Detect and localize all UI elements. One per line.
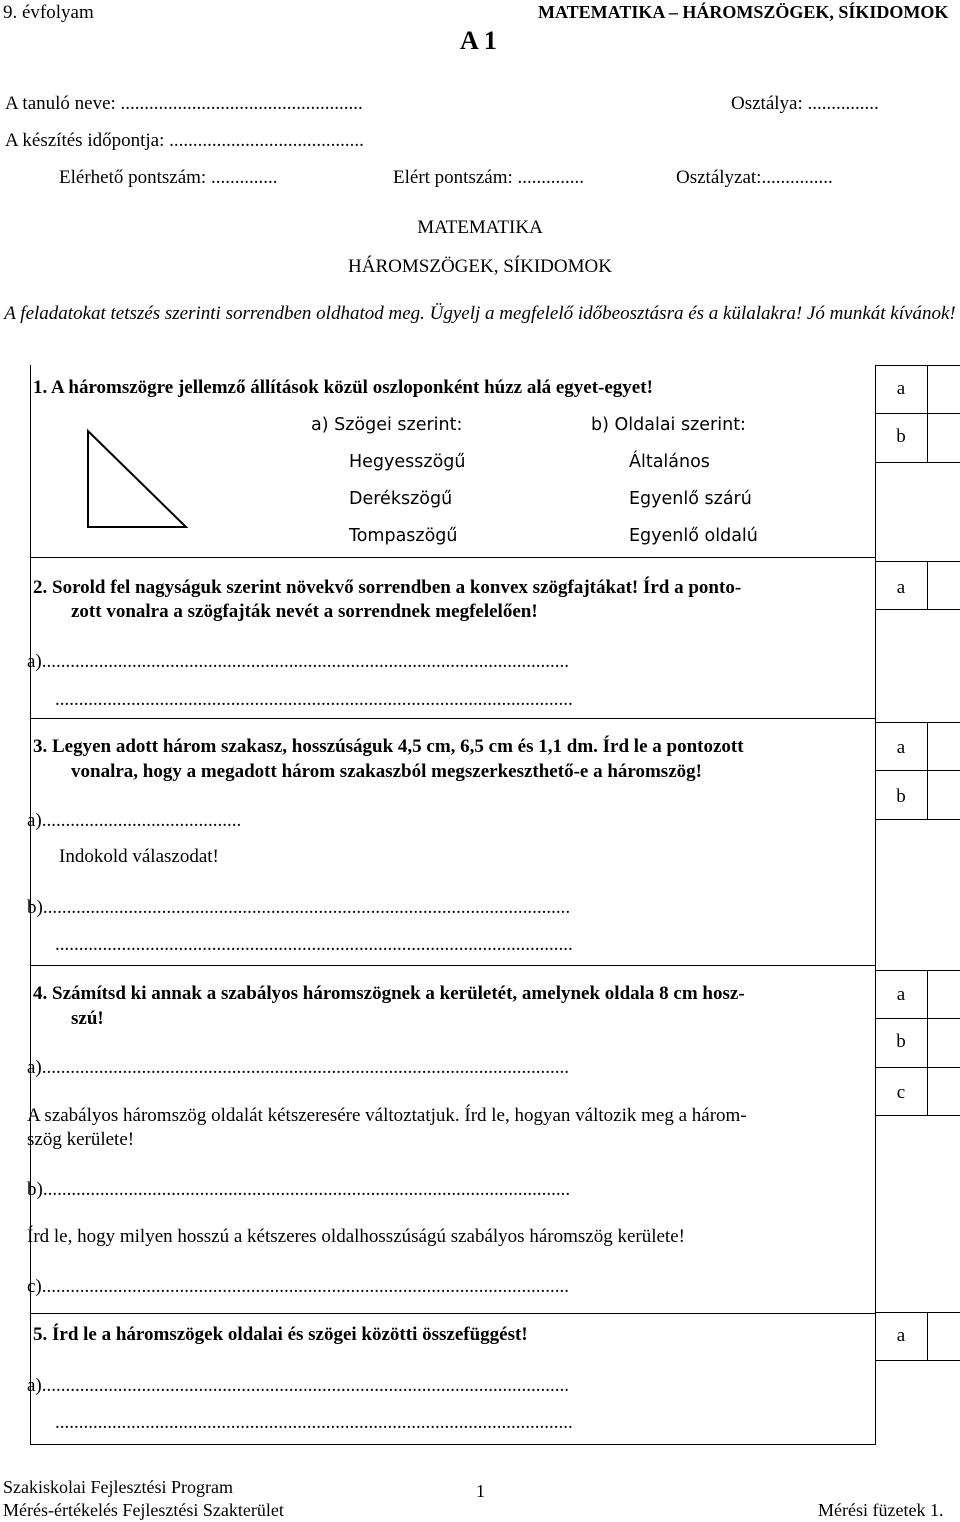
frame-bottom xyxy=(30,1444,876,1445)
task1-col-a-header: a) Szögei szerint: xyxy=(311,415,463,435)
grade-field[interactable]: Osztályzat:............... xyxy=(676,167,833,188)
option-altalanos[interactable]: Általános xyxy=(629,452,710,472)
task1-col-b-header: b) Oldalai szerint: xyxy=(591,415,746,435)
task5-answer-a[interactable]: a)............................................................................................................... xyxy=(27,1375,570,1396)
score-label-a: a xyxy=(896,737,906,758)
task2-answer-continued[interactable]: ............................................................................................................. xyxy=(55,689,573,710)
instructions: A feladatokat tetszés szerinti sorrendben oldhatod meg. Ügyelj a megfelelő időbeosztásra és a külalakra! Jó munkát kívánok! xyxy=(4,303,956,324)
score-label-a: a xyxy=(896,1325,906,1346)
score-label-b: b xyxy=(896,1031,906,1052)
footer-program: Szakiskolai Fejlesztési Program xyxy=(3,1477,233,1497)
title-sub: HÁROMSZÖGEK, SÍKIDOMOK xyxy=(348,256,612,277)
score-box-task1 xyxy=(875,365,960,463)
title-main: MATEMATIKA xyxy=(417,217,543,238)
task3-answer-a[interactable]: a).......................................... xyxy=(27,810,242,831)
class-field[interactable]: Osztálya: ............... xyxy=(731,93,879,114)
task4-answer-b[interactable]: b)............................................................................................................... xyxy=(27,1179,571,1200)
score-box-task5 xyxy=(875,1312,960,1361)
score-label-a: a xyxy=(896,378,906,399)
task2-text-line2: zott vonalra a szögfajták nevét a sorrendnek megfelelően! xyxy=(71,601,538,622)
score-box-task2 xyxy=(875,561,960,610)
sep-2-3 xyxy=(30,718,876,719)
date-field[interactable]: A készítés időpontja: ......................................... xyxy=(5,130,364,151)
footer-booklet: Mérési füzetek 1. xyxy=(818,1500,944,1520)
sep-1-2 xyxy=(30,557,876,558)
task3-text-line2: vonalra, hogy a megadott három szakaszból megszerkeszthető-e a háromszög! xyxy=(71,761,702,782)
score-label-c: c xyxy=(896,1082,906,1103)
task2-text-line1: 2. Sorold fel nagyságuk szerint növekvő sorrendben a konvex szögfajtákat! Írd a ponto- xyxy=(33,577,742,598)
task5-text: 5. Írd le a háromszögek oldalai és szögei közötti összefüggést! xyxy=(33,1324,528,1345)
score-cell-3a[interactable] xyxy=(928,723,960,770)
points-field[interactable]: Elért pontszám: .............. xyxy=(393,167,585,188)
score-cell-2a[interactable] xyxy=(928,562,960,609)
score-box-task4 xyxy=(875,970,960,1116)
sheet-code: A 1 xyxy=(460,26,497,55)
task3-answer-b[interactable]: b)............................................................................................................... xyxy=(27,897,571,918)
task4-middle-line2: szög kerülete! xyxy=(27,1129,135,1150)
score-cell-1a[interactable] xyxy=(928,366,960,413)
score-cell-4a[interactable] xyxy=(928,971,960,1018)
option-tompaszogu[interactable]: Tompaszögű xyxy=(349,526,458,546)
task3-text-line1: 3. Legyen adott három szakasz, hosszúságuk 4,5 cm, 6,5 cm és 1,1 dm. Írd le a pontozott xyxy=(33,736,744,757)
task4-answer-c[interactable]: c)............................................................................................................... xyxy=(27,1276,570,1297)
task4-middle-line1: A szabályos háromszög oldalát kétszeresére változtatjuk. Írd le, hogyan változik meg a három- xyxy=(27,1105,747,1126)
student-name-field[interactable]: A tanuló neve: ................................................... xyxy=(5,93,363,114)
header-subject: MATEMATIKA – HÁROMSZÖGEK, SÍKIDOMOK xyxy=(538,2,949,22)
sep-4-5 xyxy=(30,1313,876,1314)
page-number: 1 xyxy=(476,1481,485,1501)
sep-3-4 xyxy=(30,965,876,966)
score-label-a: a xyxy=(896,984,906,1005)
task3-answer-continued[interactable]: ............................................................................................................. xyxy=(55,934,573,955)
grade-label: 9. évfolyam xyxy=(3,2,94,23)
score-cell-1b[interactable] xyxy=(928,414,960,462)
score-box-task3 xyxy=(875,722,960,820)
option-egyenlo-oldalu[interactable]: Egyenlő oldalú xyxy=(629,526,758,546)
option-egyenlo-szaru[interactable]: Egyenlő szárú xyxy=(629,489,752,509)
score-cell-3b[interactable] xyxy=(928,771,960,819)
task4-text-line1: 4. Számítsd ki annak a szabályos háromszögnek a kerületét, amelynek oldala 8 cm hosz- xyxy=(33,983,745,1004)
footer-unit: Mérés-értékelés Fejlesztési Szakterület xyxy=(3,1500,284,1520)
score-cell-4b[interactable] xyxy=(928,1019,960,1067)
task4-last-prompt: Írd le, hogy milyen hosszú a kétszeres oldalhosszúságú szabályos háromszög kerülete! xyxy=(27,1226,685,1247)
option-derekszogu[interactable]: Derékszögű xyxy=(349,489,453,509)
task4-text-line2: szú! xyxy=(71,1008,104,1029)
task1-text: 1. A háromszögre jellemző állítások közül oszloponként húzz alá egyet-egyet! xyxy=(33,377,653,398)
task4-answer-a[interactable]: a)............................................................................................................... xyxy=(27,1057,570,1078)
score-label-b: b xyxy=(896,426,906,447)
task2-answer-a[interactable]: a)............................................................................................................... xyxy=(27,651,570,672)
score-cell-4c[interactable] xyxy=(928,1068,960,1115)
score-cell-5a[interactable] xyxy=(928,1313,960,1360)
score-label-b: b xyxy=(896,786,906,807)
score-label-a: a xyxy=(896,577,906,598)
max-points-field[interactable]: Elérhető pontszám: .............. xyxy=(59,167,278,188)
task5-answer-continued[interactable]: ............................................................................................................. xyxy=(55,1412,573,1433)
option-hegyesszogu[interactable]: Hegyesszögű xyxy=(349,452,466,472)
frame-right xyxy=(875,365,876,1445)
task3-justify-prompt: Indokold válaszodat! xyxy=(59,846,219,867)
triangle-figure xyxy=(85,428,189,530)
